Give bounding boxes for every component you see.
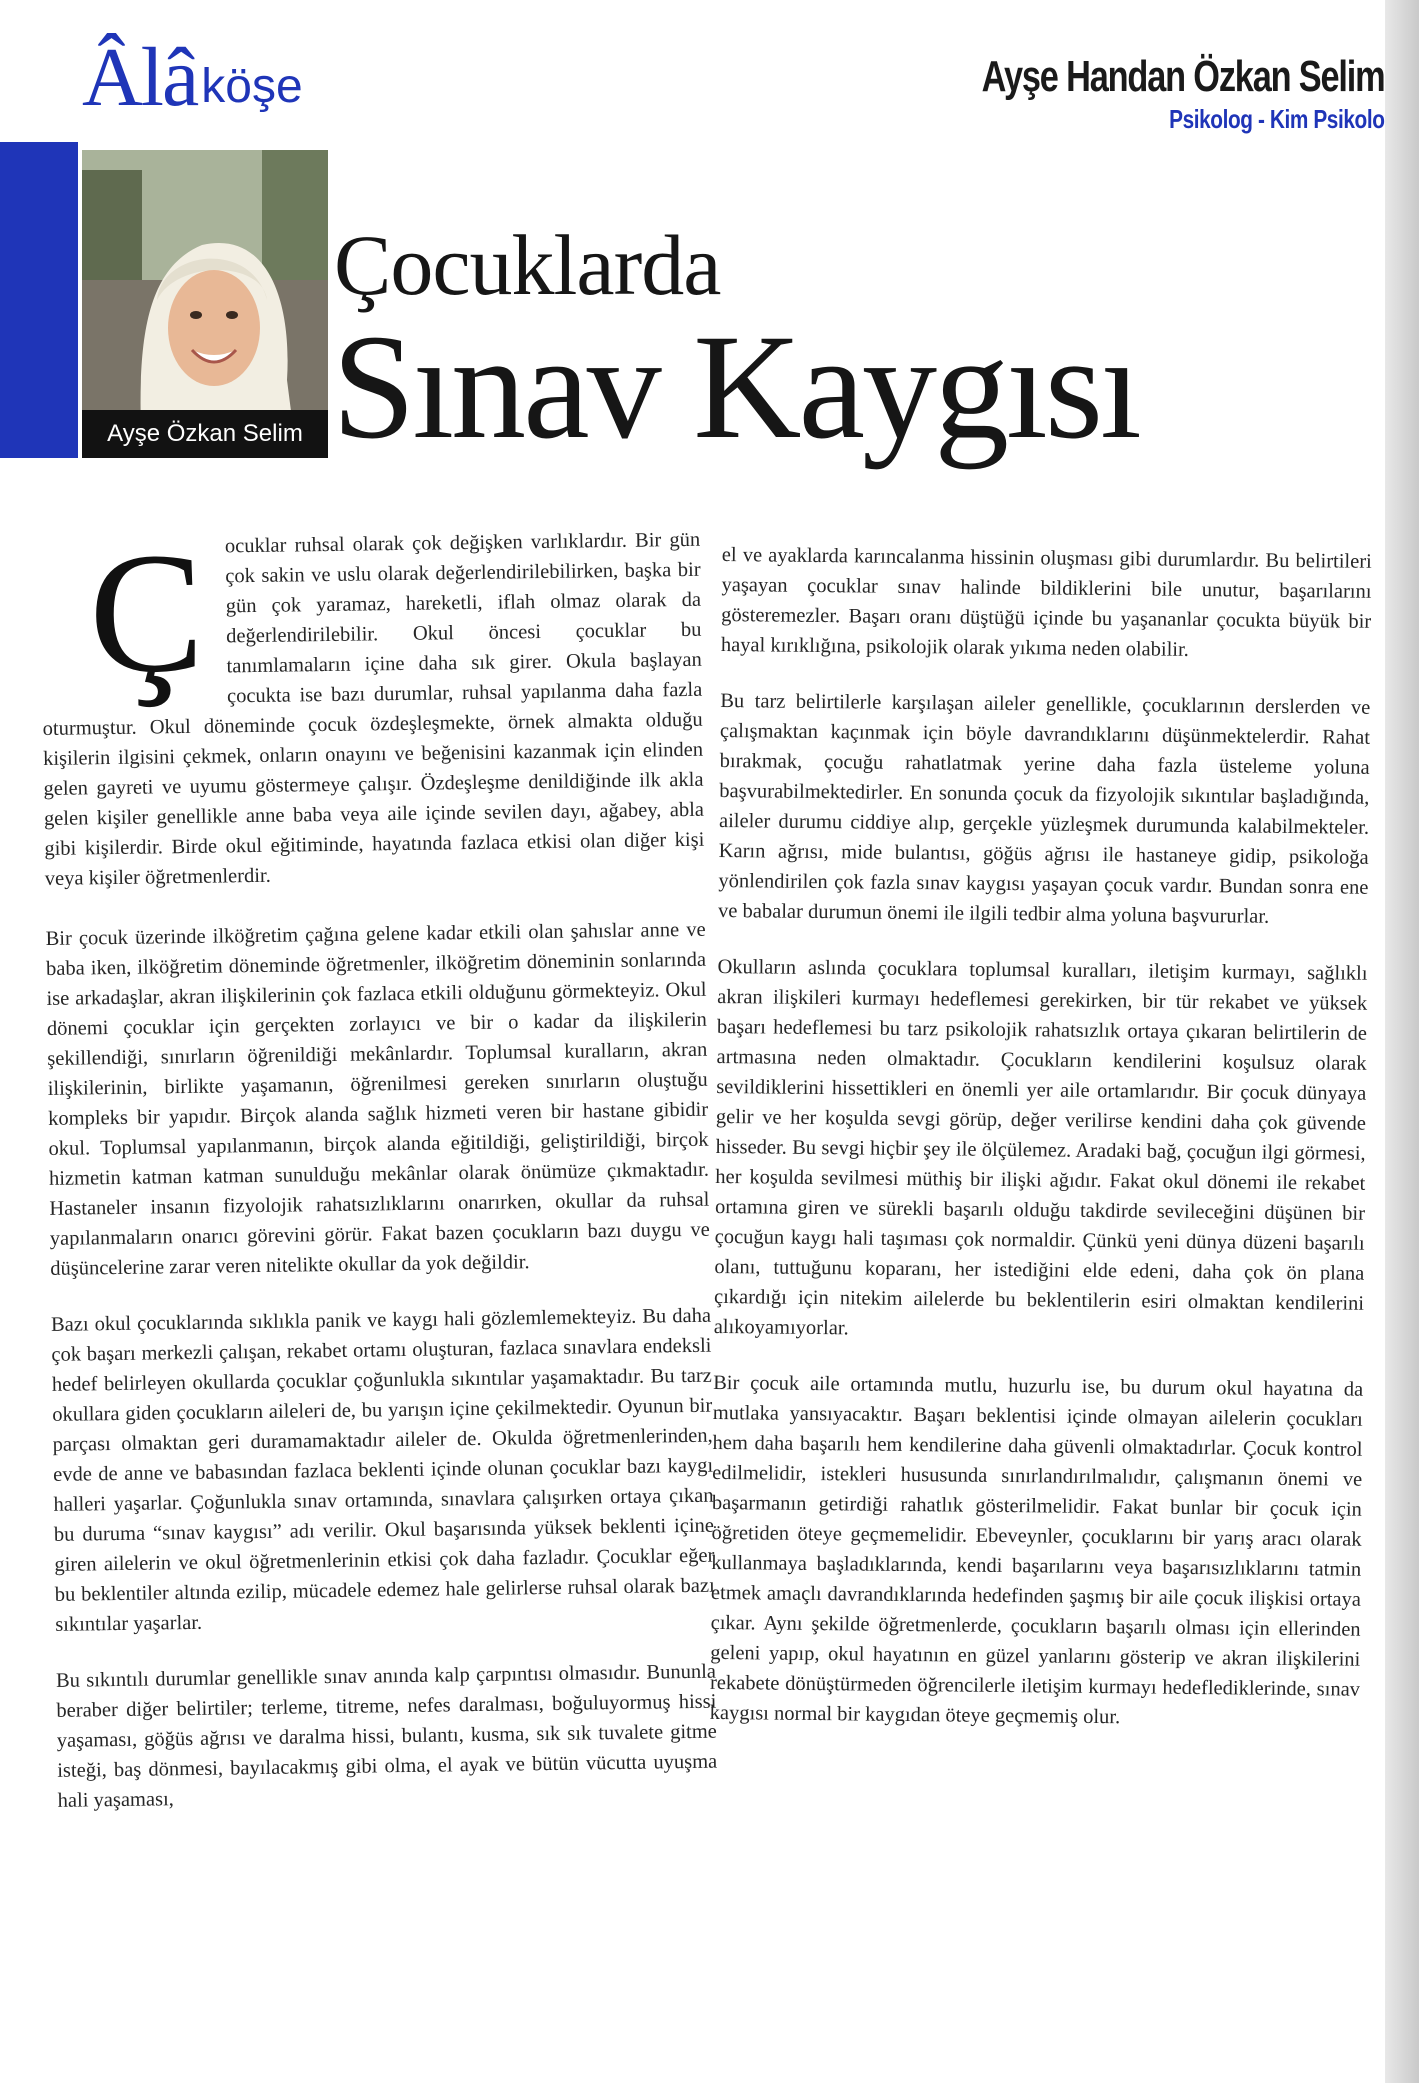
author-block bbox=[868, 52, 1385, 135]
paragraph-text: ocuklar ruhsal olarak çok değişken varlıklardır. Bir gün çok sakin ve uslu olarak değerlendirilebilirken, başka bir gün çok yaramaz, hareketli, iflah olmaz olarak da değerlendirilebilir. Okul öncesi çocuklar bu tanımlamaların içine daha sık girer. Okula başlayan çocukta ise bazı durumlar, ruhsal yapılanma daha fazla oturmuştur. Okul döneminde çocuk özdeşleşmekte, örnek almakta olduğu kişilerin ilgisini çekmek, onların onayını ve beğenisini kazanmak için elinden gelen gayreti ve uyumu göstermeye çalışır. Özdeşleşme denildiğinde ilk akla gelen kişiler genellikle anne baba veya aile içinde sevilen dayı, ağabey, abla gibi kişilerdir. Birde okul eğitiminde, hayatında fazlaca etkisi olan diğer kişi veya kişiler öğretmenlerdir. bbox=[42, 528, 705, 890]
article-column-left bbox=[40, 517, 718, 1842]
paragraph bbox=[40, 517, 705, 894]
paragraph: el ve ayaklarda karıncalanma hissinin oluşması gibi durumlardır. Bu belirtileri yaşayan çocuklar sınav halinde bildiklerini bile unutur, başarılarını gösteremezler. Başarı oranı düştüğü içinde bu yaşananlar çocukta büyük bir hayal kırıklığına, psikolojik olarak yıkıma neden olabilir. bbox=[720, 543, 1372, 661]
paragraph: Bu tarz belirtilerle karşılaşan aileler genellikle, çocuklarının derslerden ve çalışmaktan kaçınmak için böyle davrandıklarını düşünmektelerdir. Rahat bırakmak, çocuğu rahatlatmak yerine daha fazla üsteleme yoluna başvurabilmektedirler. En sonunda çocuk da fizyolojik sıkıntılar başladığında, aileler durumu ciddiye alıp, gerçekle yüzleşmek durumunda kalabilmekteler. Karın ağrısı, mide bulantısı, göğüs ağrısı ile hastaneye gidip, psikoloğa yönlendirilen çok fazla sınav kaygısı yaşayan çocuk vardır. Bundan sonra ene ve babalar durumun önemi ile ilgili tedbir alma yoluna başvururlar. bbox=[717, 689, 1371, 928]
logo-ala: Âlâ bbox=[82, 31, 198, 124]
paragraph: Bu sıkıntılı durumlar genellikle sınav anında kalp çarpıntısı olmasıdır. Bununla beraber diğer belirtiler; terleme, titreme, nefes daralması, boğuluyormuş hissi yaşaması, göğüs ağrısı ve daralma hissi, bulantı, kusma, sık sık tuvalete gitme isteği, baş dönmesi, bayılacakmış gibi olma, el ayak ve bütün vücutta uyuşma hali yaşaması, bbox=[55, 1660, 718, 1812]
logo-kose: köşe bbox=[201, 60, 303, 113]
paragraph: Bir çocuk aile ortamında mutlu, huzurlu ise, bu durum okul hayatına da mutlaka yansıyacaktır. Başarı beklentisi içinde olmayan ailelerin çocukları hem daha başarılı hem kendilerine daha güvenli olmaktadırlar. Çocuk kontrol edilmelidir, istekleri hususunda sınırlandırılmalıdır, çalışmanın önemi ve başarmanın getirdiği rahatlık gösterilmelidir. Fakat bunlar bir çocuk için öğretiden öteye geçmemelidir. Ebeveynler, çocuklarını bir yarış aracı olarak kullanmaya başladıklarında, kendi başarılarını veya başarısızlıklarını tatmin etmek amaçlı davrandıklarında hedefinden şaşmış bir aile çocuk ilişkisi ortaya çıkar. Aynı şekilde öğretmenlerde, çocukların başarılı olması için ellerinden geleni yapıp, okul hayatının en güzel yanlarını gösterip ve akran ilişkilerini rekabete dönüştürmeden öğrencilerle iletişim kurmayı hedeflediklerinde, sınav kaygısı normal bir kaygıdan öteye geçmemiş olur. bbox=[709, 1371, 1364, 1729]
article-column-right bbox=[709, 540, 1372, 1761]
paragraph: Okulların aslında çocuklara toplumsal kuralları, iletişim kurmayı, sağlıklı akran ilişkileri kurmayı hedeflemesi gerekirken, bir tür rekabet ve yüksek başarı hedeflemesi bu tarz psikolojik rahatsızlık ortaya çıkaran belirtilerin de artmasına neden olmaktadır. Çocukların kendilerini koşulsuz olarak sevildiklerini hissettikleri en önemli yer aile ortamlarıdır. Bir çocuk dünyaya gelir ve her koşulda sevgi görüp, değer verilirse kendini daha çok güvende hisseder. Bu sevgi hiçbir şey ile ölçülemez. Aradaki bağ, çocuğun ilgi görmesi, her koşulda sevilmesi müthiş bir ilişki ağıdır. Fakat okul dönemi ile rekabet ortamına giren ve sürekli başarılı olduğu takdirde sevileceğini düşünen bir çocuğun kaygı hali taşıması çok normaldir. Çünkü yeni dünya düzeni başarılı olanı, tuttuğunu koparanı, her istediğini elde edeni, daha çok ön plana çıkardığı için nitekim ailelerde bu beklentilerin esiri olmaktan kendilerini alıkoyamıyorlar. bbox=[713, 955, 1368, 1340]
magazine-logo bbox=[82, 10, 303, 124]
author-role: Psikolog - Kim Psikolo bbox=[1169, 104, 1385, 134]
photo-caption: Ayşe Özkan Selim bbox=[82, 410, 328, 458]
drop-cap: Ç bbox=[87, 517, 206, 710]
article-title-line2: Sınav Kaygısı bbox=[332, 304, 1139, 470]
article-title-line1: Çocuklarda bbox=[334, 217, 721, 313]
author-name: Ayşe Handan Özkan Selim bbox=[982, 52, 1385, 101]
page-edge-shadow bbox=[1385, 0, 1419, 2083]
accent-bar bbox=[0, 142, 78, 458]
paragraph: Bazı okul çocuklarında sıklıkla panik ve kaygı hali gözlemlemekteyiz. Bu daha çok başarı merkezli çalışan, rekabet ortamı oluşturan, fazlaca sınavlara endeksli hedef belirleyen okullarda çocuklar çoğunlukla sıkıntılar yaşamaktadır. Bu tarz okullara giden çocukların aileleri de, bu yarışın içine çekilmektedir. Oyunun bir parçası olmaktan geri duramamaktadır aileler de. Okulda öğretmenlerinden, evde de anne ve babasından fazlaca beklenti içinde olunan çocuklar bazı kaygı halleri yaşarlar. Çoğunlukla sınav ortamında, sınavlara çalışırken ortaya çıkan bu duruma “sınav kaygısı” adı verilir. Okul başarısında yüksek beklenti içine giren ailelerin ve okul öğretmenlerinin etkisi çok daha fazladır. Çocuklar eğer bu beklentiler altında ezilip, mücadele edemez hale gelirlerse ruhsal olarak bazı sıkıntılar yaşarlar. bbox=[50, 1304, 715, 1636]
paragraph: Bir çocuk üzerinde ilköğretim çağına gelene kadar etkili olan şahıslar anne ve baba iken, ilköğretim döneminde öğretmenler, ilköğretim döneminin sonlarında ise arkadaşlar, akran ilişkilerinin çok fazlaca etkili olduğunu görmekteyiz. Okul dönemi çocuklar için gerçekten zorlayıcı ve bir o kadar da ilişkilerin şekillendiği, sınırların öğrenildiği mekânlardır. Toplumsal kuralların, akran ilişkilerinin, birlikte yaşamanın, öğrenilmesi gereken sınırların oluştuğu kompleks bir yapıdır. Birçok alanda sağlık hizmeti veren bir hastane gibidir okul. Toplumsal yapılanmanın, birçok alanda eğitildiği, geliştirildiği, birçok hizmetin katman katman sunulduğu mekânlar olarak önümüze çıkmaktadır. Hastaneler insanın fizyolojik rahatsızlıklarını onarırken, okullar da ruhsal yapılanmaların onarıcı görevini görür. Fakat bazen çocukların bazı duygu ve düşüncelerine zarar veren nitelikte okullar da yok değildir. bbox=[45, 918, 710, 1280]
author-photo bbox=[82, 150, 328, 458]
